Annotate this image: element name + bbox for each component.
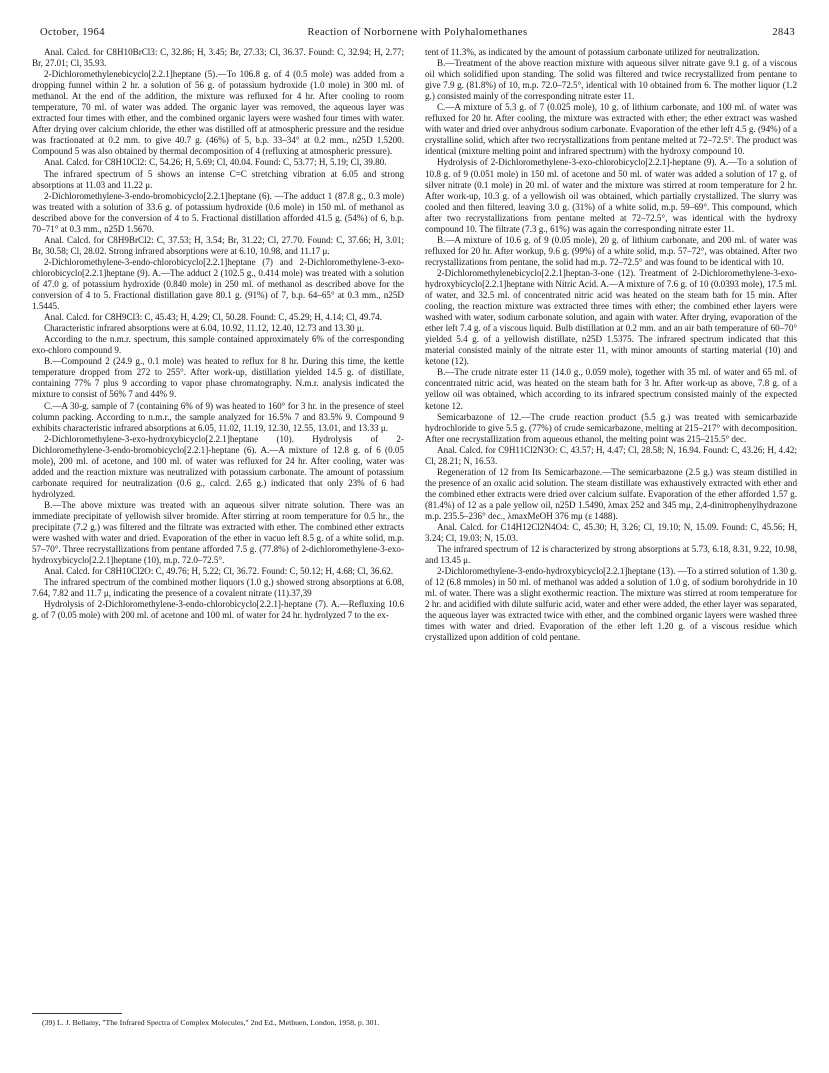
paragraph: tent of 11.3%, as indicated by the amount of potassium carbonate utilized for neutralization. bbox=[425, 47, 760, 57]
paragraph: Anal. Calcd. for C8H10BrCl3: C, 32.86; H, 3.45; Br, 27.33; Cl, 36.37. Found: C, 32.94; H, 2.77; Br, 27.01; Cl, 35.93. bbox=[32, 47, 404, 69]
left-column bbox=[32, 47, 404, 1047]
paragraph: Anal. Calcd. for C8H9Cl3: C, 45.43; H, 4.29; Cl, 50.28. Found: C, 45.29; H, 4.14; Cl, 49.74. bbox=[44, 312, 382, 323]
paragraph: The infrared spectrum of 5 shows an intense C=C stretching vibration at 6.05 and strong absorptions at 11.03 and 11.22 μ. bbox=[32, 168, 404, 190]
header-date: October, 1964 bbox=[40, 27, 105, 38]
paragraph: Regeneration of 12 from Its Semicarbazone.—The semicarbazone (2.5 g.) was steam distilled in the presence of an oxalic acid solution. The steam distillate was exhaustively extracted with ether and the combined ether extracts were dried over calcium sulfate. Evaporation of the ether afforded 1.57 g. (81.4%) of 12 as a pale yellow oil, n25D 1.5490, λmax 252 and 345 mμ, 2,4-dinitrophenylhydrazone m.p. 235.5–236° dec., λmaxMeOH 376 mμ (ε 1488). bbox=[425, 466, 797, 521]
paragraph: Anal. Calcd. for C8H10Cl2O: C, 49.76; H, 5.22; Cl, 36.72. Found: C, 50.12; H, 4.68; Cl, 36.62. bbox=[44, 566, 394, 577]
paragraph: Anal. Calcd. for C8H9BrCl2: C, 37.53; H, 3.54; Br, 31.22; Cl, 27.70. Found: C, 37.66; H, 3.01; Br, 30.58; Cl, 28.02. Strong infrared absorptions were at 6.10, 10.98, and 11.17 μ. bbox=[32, 234, 404, 256]
paragraph: B.—A mixture of 10.6 g. of 9 (0.05 mole), 20 g. of lithium carbonate, and 200 ml. of water was refluxed for 20 hr. After workup, 9.6 g. (99%) of a white solid, m.p. 57–72°, was obtained. After two recrystallizations from pentane, the solid had m.p. 72–72.5° and was found to be identical with 10. bbox=[425, 234, 797, 267]
paragraph: Anal. Calcd. for C8H10Cl2: C, 54.26; H, 5.69; Cl, 40.04. Found: C, 53.77; H, 5.19; Cl, 39.80. bbox=[44, 157, 387, 168]
header-page-number: 2843 bbox=[772, 27, 795, 38]
footnote-area bbox=[32, 1013, 404, 1028]
paragraph: Semicarbazone of 12.—The crude reaction product (5.5 g.) was treated with semicarbazide hydrochloride to give 5.5 g. (77%) of crude semicarbazone, melting at 215–217° with decomposition. After one recrystallization from aqueous ethanol, the melting point was 215–215.5° dec. bbox=[425, 411, 797, 444]
paragraph: According to the n.m.r. spectrum, this sample contained approximately 6% of the corresponding exo-chloro compound 9. bbox=[32, 334, 404, 356]
paragraph: B.—Compound 2 (24.9 g., 0.1 mole) was heated to reflux for 8 hr. During this time, the kettle temperature dropped from 272 to 255°. After work-up, distillation yielded 14.5 g. of distillate, containing 77% 7 plus 9 according to vapor phase chromatography. N.m.r. analysis indicated the mixture to consist of 56% 7 and 44% 9. bbox=[32, 356, 404, 400]
paragraph: Anal. Calcd. for C9H11Cl2N3O: C, 43.57; H, 4.47; Cl, 28.58; N, 16.94. Found: C, 43.26; H, 4.42; Cl, 28.21; N, 16.53. bbox=[425, 444, 797, 466]
paragraph: C.—A mixture of 5.3 g. of 7 (0.025 mole), 10 g. of lithium carbonate, and 100 ml. of water was refluxed for 20 hr. After cooling, the mixture was extracted with ether; the ether extract was washed with water and dried over anhydrous sodium carbonate. Evaporation of the ether left 4.5 g. (94%) of a crystalline solid, which after two recrystallizations from pentane melted at 72–72.5°. The product was identical (mixture melting point and infrared spectrum) with the hydroxy compound 10. bbox=[425, 102, 797, 157]
paragraph: 2-Dichloromethylenebicyclo[2.2.1]heptane (5).—To 106.8 g. of 4 (0.5 mole) was added from a dropping funnel within 2 hr. a solution of 56 g. of potassium hydroxide (1.0 mole) in 300 ml. of methanol. At the end of the addition, the mixture was refluxed for 4 hr. After cooling to room temperature, 70 ml. of water was added. The organic layer was removed, the aqueous layer was extracted four times with ether, and the combined organic layers were washed four times with water. After drying over calcium chloride, the ether was distilled off at atmospheric pressure and the residue was fractionated at 0.2 mm. to give 40.7 g. (46%) of 5, b.p. 33–34° at 0.2 mm., n25D 1.5200. Compound 5 was also obtained by thermal decomposition of 4 (refluxing at atmospheric pressure). bbox=[32, 69, 404, 157]
paragraph: Hydrolysis of 2-Dichloromethylene-3-endo-chlorobicyclo[2.2.1]-heptane (7). A.—Refluxing 10.6 g. of 7 (0.05 mole) with 200 ml. of acetone and 100 ml. of water for 24 hr. hydrolyzed 7 to the ex- bbox=[32, 599, 404, 621]
paragraph: B.—The above mixture was treated with an aqueous silver nitrate solution. There was an immediate precipitate of yellowish silver bromide. After stirring at room temperature for 0.5 hr., the precipitate (7.2 g.) was filtered and the filtrate was extracted with ether. The combined ether extracts were washed with water and dried. Evaporation of the ether in vacuo left 8.5 g. of a white solid, m.p. 57–70°. Three recrystallizations from pentane afforded 7.5 g. (77.8%) of 2-dichloromethylene-3-exo-hydroxybicyclo[2.2.1]heptane (10), m.p. 72.0–72.5°. bbox=[32, 499, 404, 566]
paragraph: Anal. Calcd. for C14H12Cl2N4O4: C, 45.30; H, 3.26; Cl, 19.10; N, 15.09. Found: C, 45.56; H, 3.24; Cl, 19.03; N, 15.03. bbox=[425, 522, 797, 544]
paragraph: B.—Treatment of the above reaction mixture with aqueous silver nitrate gave 9.1 g. of a viscous oil which solidified upon standing. The solid was filtered and twice recrystallized from pentane to give 7.9 g. (81.8%) of 10, m.p. 72.0–72.5°, identical with 10 obtained from 6. The mother liquor (1.2 g.) consisted mainly of the corresponding nitrate ester 11. bbox=[425, 58, 797, 102]
header-title: Reaction of Norbornene with Polyhalomethanes bbox=[307, 27, 528, 38]
running-header bbox=[40, 27, 795, 43]
paragraph: The infrared spectrum of the combined mother liquors (1.0 g.) showed strong absorptions at 6.08, 7.64, 7.82 and 11.7 μ, indicating the presence of a covalent nitrate (11).37,39 bbox=[32, 577, 404, 599]
footnote-divider bbox=[32, 1013, 122, 1014]
footnote: (39) L. J. Bellamy, "The Infrared Spectra of Complex Molecules," 2nd Ed., Methuen, London, 1958, p. 301. bbox=[42, 1018, 380, 1027]
paragraph: 2-Dichloromethylenebicyclo[2.2.1]heptan-3-one (12). Treatment of 2-Dichloromethylene-3-exo-hydroxybicyclo[2.2.1]heptane with Nitric Acid. A.—A mixture of 7.6 g. of 10 (0.0393 mole), 17.5 ml. of water, and 32.5 ml. of concentrated nitric acid was heated on the steam bath for 15 min. After cooling, the reaction mixture was extracted three times with ether; the combined ether layers were washed with water, sodium carbonate solution, and again with water. After drying, evaporation of the ether left 7.4 g. of a viscous liquid. Bulb distillation at 0.2 mm. and an air bath temperature of 60–70° yielded 5.4 g. of a yellowish distillate, n25D 1.5375. The infrared spectrum indicated that this material consisted mainly of the nitrate ester 11, with minor amounts of starting material (10) and ketone (12). bbox=[425, 267, 797, 367]
paragraph: C.—A 30-g. sample of 7 (containing 6% of 9) was heated to 160° for 3 hr. in the presence of steel column packing. According to n.m.r., the sample analyzed for 16.5% 7 and 83.5% 9. Compound 9 exhibits characteristic infrared absorptions at 6.05, 11.02, 11.19, 12.30, 12.55, 13.01, and 13.33 μ. bbox=[32, 400, 404, 433]
right-column bbox=[425, 47, 797, 1047]
paragraph: B.—The crude nitrate ester 11 (14.0 g., 0.059 mole), together with 35 ml. of water and 65 ml. of concentrated nitric acid, was heated on the steam bath for 3 hr. After work-up as above, 7.8 g. of a yellow oil was obtained, which according to its infrared spectrum consisted mainly of the expected ketone 12. bbox=[425, 367, 797, 411]
paragraph: The infrared spectrum of 12 is characterized by strong absorptions at 5.73, 6.18, 8.31, 9.22, 10.98, and 13.45 μ. bbox=[425, 544, 797, 566]
paragraph: 2-Dichloromethylene-3-endo-bromobicyclo[2.2.1]heptane (6). —The adduct 1 (87.8 g., 0.3 mole) was treated with a solution of 33.6 g. of potassium hydroxide (0.6 mole) in 150 ml. of methanol as described above for the conversion of 4 to 5. Fractional distillation afforded 41.5 g. (54%) of 6, b.p. 70–71° at 0.3 mm., n25D 1.5670. bbox=[32, 190, 404, 234]
paragraph: Hydrolysis of 2-Dichloromethylene-3-exo-chlorobicyclo[2.2.1]-heptane (9). A.—To a solution of 10.8 g. of 9 (0.051 mole) in 150 ml. of acetone and 50 ml. of water was added a solution of 17 g. of silver nitrate (0.1 mole) in 20 ml. of water and the mixture was stirred at room temperature for 2 hr. After work-up, 10.3 g. of a yellowish oil was obtained, which partially crystallized. The slurry was cooled and then filtered, leaving 3.0 g. (31%) of a white solid, m.p. 59–69°. This compound, which after two recrystallizations from pentane melted at 72–72.5°, was identical with the hydroxy compound 10. The filtrate (7.3 g., 61%) was again the corresponding nitrate ester 11. bbox=[425, 157, 797, 234]
paragraph: 2-Dichloromethylene-3-exo-hydroxybicyclo[2.2.1]heptane (10). Hydrolysis of 2-Dichloromethylene-3-endo-bromobicyclo[2.2.1]-heptane (6). A.—A mixture of 12.8 g. of 6 (0.05 mole), 200 ml. of acetone, and 100 ml. of water was refluxed for 24 hr. After cooling, water was added and the reaction mixture was neutralized with potassium carbonate. The amount of potassium carbonate required for neutralization (0.6 g., calcd. 2.65 g.) indicated that only 23% of 6 had hydrolyzed. bbox=[32, 433, 404, 499]
paragraph: 2-Dichloromethylene-3-endo-chlorobicyclo[2.2.1]heptane (7) and 2-Dichloromethylene-3-exo-chlorobicyclo[2.2.1]heptane (9). A.—The adduct 2 (102.5 g., 0.414 mole) was treated with a solution of 47.0 g. of potassium hydroxide (0.840 mole) in 250 ml. of methanol as described above for the conversion of 4 to 5. Fractional distillation gave 80.1 g. (91%) of 7, b.p. 64–65° at 0.3 mm., n25D 1.5445. bbox=[32, 256, 404, 312]
paragraph: Characteristic infrared absorptions were at 6.04, 10.92, 11.12, 12.40, 12.73 and 13.30 μ. bbox=[44, 323, 364, 334]
paragraph: 2-Dichloromethylene-3-endo-hydroxybicyclo[2.2.1]heptane (13). —To a stirred solution of 1.30 g. of 12 (6.8 mmoles) in 50 ml. of methanol was added a solution of 1.0 g. of sodium borohydride in 10 ml. of water. There was a slight exothermic reaction. The mixture was stirred at room temperature for 2 hr. and acidified with dilute sulfuric acid, water and ether were added, the ether layer was separated, the aqueous layer was extracted twice with ether, and the combined organic layers were washed three times with water and dried. Evaporation of the ether left 1.20 g. of a viscous residue which crystallized upon addition of cold pentane. bbox=[425, 566, 797, 643]
